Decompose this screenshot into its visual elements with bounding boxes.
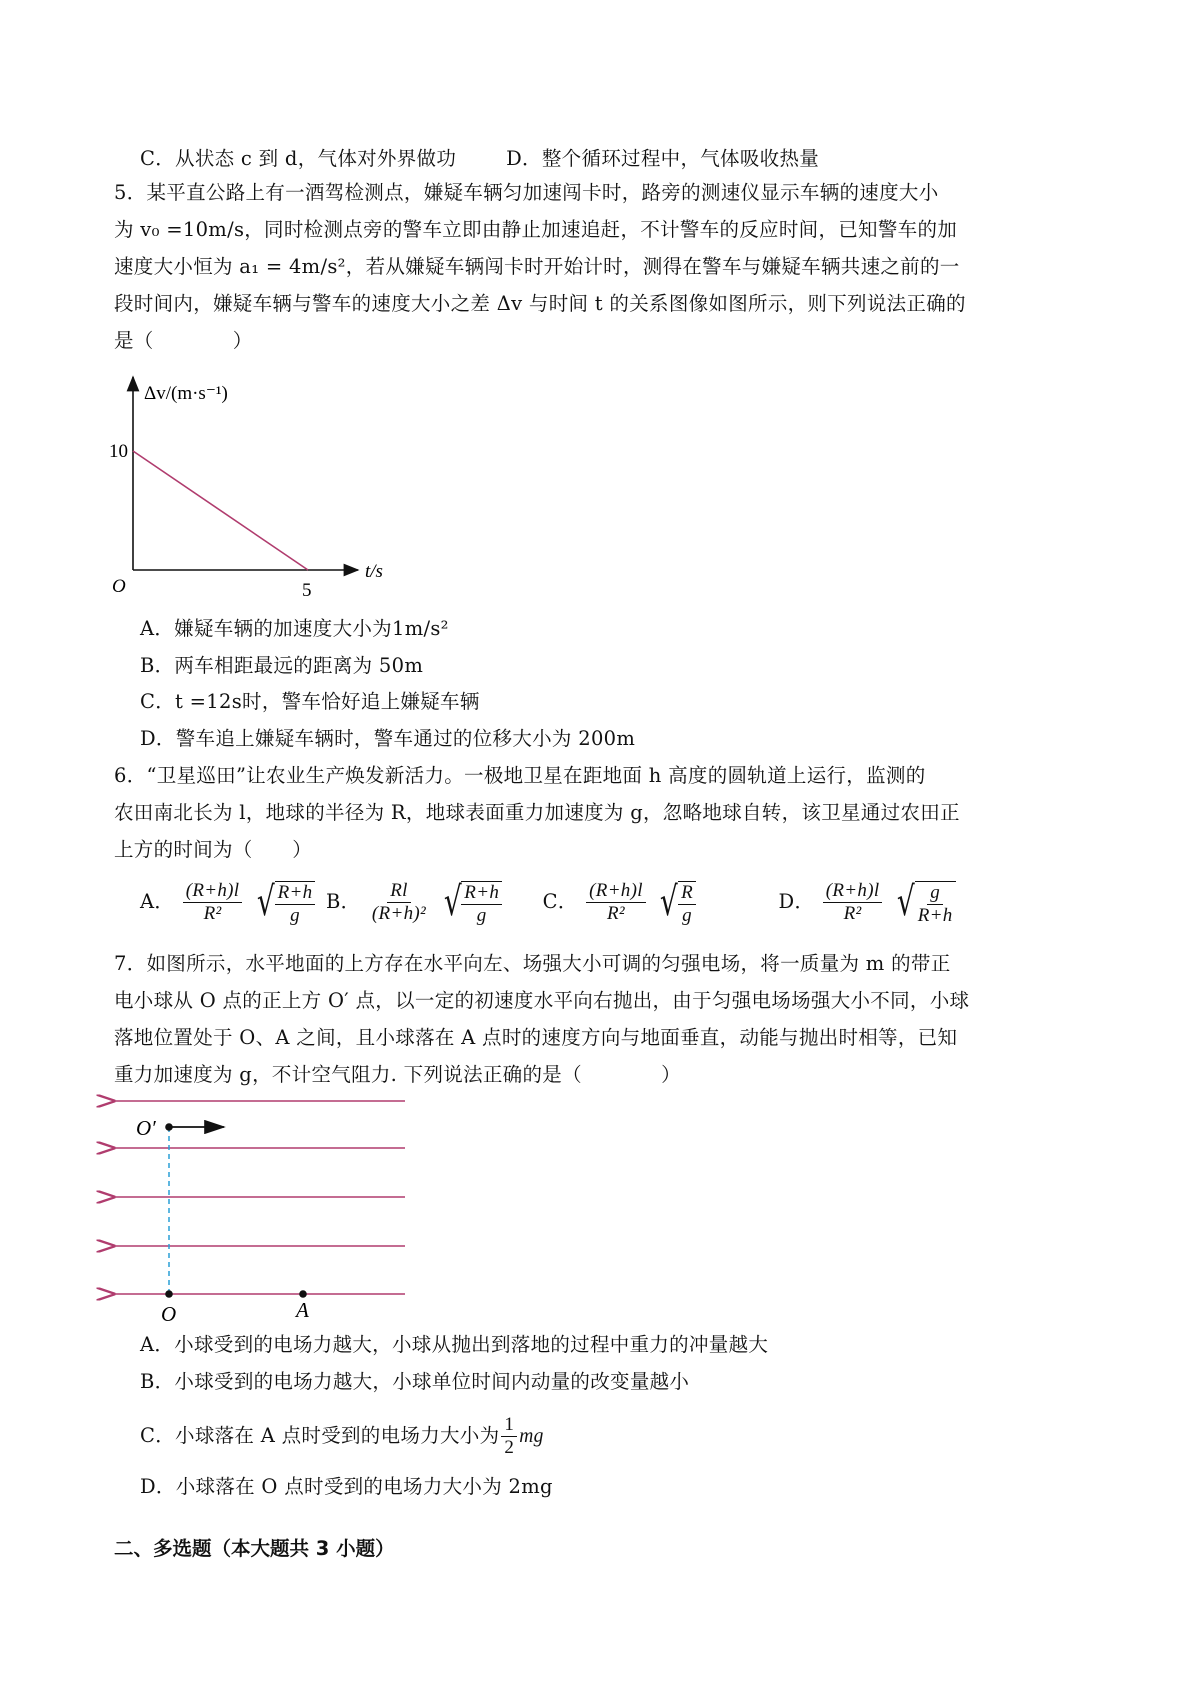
q6-stem-line-3: 上方的时间为（ ） — [114, 838, 313, 861]
q6-options — [140, 874, 956, 930]
q4-option-c: C．从状态 c 到 d，气体对外界做功 — [140, 147, 457, 170]
point-a — [299, 1290, 307, 1298]
q7-stem-line-1: 7．如图所示，水平地面的上方存在水平向左、场强大小可调的匀强电场，将一质量为 m 的带正 — [114, 952, 951, 975]
q6-option-d: D． $\frac{(R+h)l}{\text{R²}}$ √ $\frac{g}{R+h}$ — [779, 890, 956, 913]
q4-option-d: D．整个循环过程中，气体吸收热量 — [506, 147, 820, 170]
q7-option-b: B．小球受到的电场力越大，小球单位时间内动量的改变量越小 — [140, 1370, 690, 1393]
q5-stem-line-1: 5．某平直公路上有一酒驾检测点，嫌疑车辆匀加速闯卡时，路旁的测速仪显示车辆的速度大小 — [114, 181, 939, 204]
q5-graph-y-label: Δv/(m·s⁻¹) — [144, 383, 228, 404]
q5-option-d: D．警车追上嫌疑车辆时，警车通过的位移大小为 200m — [140, 727, 636, 750]
q7-stem-line-2: 电小球从 O 点的正上方 O′ 点，以一定的初速度水平向右抛出，由于匀强电场场强大小不同，小球 — [114, 989, 970, 1012]
q6-option-a: A． $\frac{(R+h)l}{\text{R²}}$ √ $\frac{R+h}{g}$ — [140, 890, 322, 913]
q4-options-cd — [140, 147, 819, 171]
label-o: O — [161, 1302, 177, 1326]
q5-graph-origin: O — [112, 576, 126, 597]
q5-option-b: B．两车相距最远的距离为 50m — [140, 654, 424, 677]
q6-stem-line-2: 农田南北长为 l，地球的半径为 R，地球表面重力加速度为 g，忽略地球自转，该卫星通过农田正 — [114, 801, 960, 824]
q7-option-a: A．小球受到的电场力越大，小球从抛出到落地的过程中重力的冲量越大 — [140, 1333, 769, 1356]
q6-stem-line-1: 6．“卫星巡田”让农业生产焕发新活力。一极地卫星在距地面 h 高度的圆轨道上运行，监测的 — [114, 764, 926, 787]
q7-electric-field-figure — [100, 1090, 420, 1330]
q5-stem-line-5: 是（ ） — [114, 329, 253, 352]
section-2-heading: 二、多选题（本大题共 3 小题） — [114, 1537, 395, 1560]
q5-graph-x-tick: 5 — [302, 580, 312, 601]
label-a: A — [296, 1298, 309, 1322]
q7-option-d: D．小球落在 O 点时受到的电场力大小为 2mg — [140, 1475, 553, 1498]
q7-option-c: C．小球落在 A 点时受到的电场力大小为 $\frac{1}{2}$ mg — [140, 1414, 544, 1458]
q5-option-c: C．t =12s时，警车恰好追上嫌疑车辆 — [140, 690, 480, 713]
q6-option-c: C． $\frac{(R+h)l}{\text{R²}}$ √ $\frac{R}{g}$ — [543, 890, 703, 913]
q6-option-b: B． $\frac{Rl}{\text{(R+h)²}}$ √ $\frac{R+h}{g}$ — [326, 890, 509, 913]
q5-velocity-difference-graph — [100, 372, 400, 602]
q5-graph-y-tick: 10 — [109, 441, 128, 462]
q5-option-a: A．嫌疑车辆的加速度大小为1m/s² — [140, 617, 449, 640]
q5-stem-line-4: 段时间内，嫌疑车辆与警车的速度大小之差 Δv 与时间 t 的关系图像如图所示，则下列说法正确的 — [114, 292, 966, 315]
q7-stem-line-4: 重力加速度为 g，不计空气阻力. 下列说法正确的是（ ） — [114, 1063, 681, 1086]
q5-graph-line — [133, 451, 308, 570]
q7-stem-line-3: 落地位置处于 O、A 之间，且小球落在 A 点时的速度方向与地面垂直，动能与抛出时相等，已知 — [114, 1026, 958, 1049]
q5-stem-line-3: 速度大小恒为 a₁ = 4m/s²，若从嫌疑车辆闯卡时开始计时，测得在警车与嫌疑车辆共速之前的一 — [114, 255, 960, 278]
q5-stem-line-2: 为 v₀ =10m/s，同时检测点旁的警车立即由静止加速追赶，不计警车的反应时间，已知警车的加 — [114, 218, 958, 241]
label-o-prime: O′ — [136, 1116, 156, 1140]
q5-graph-x-label: t/s — [365, 561, 383, 582]
point-o — [165, 1290, 173, 1298]
